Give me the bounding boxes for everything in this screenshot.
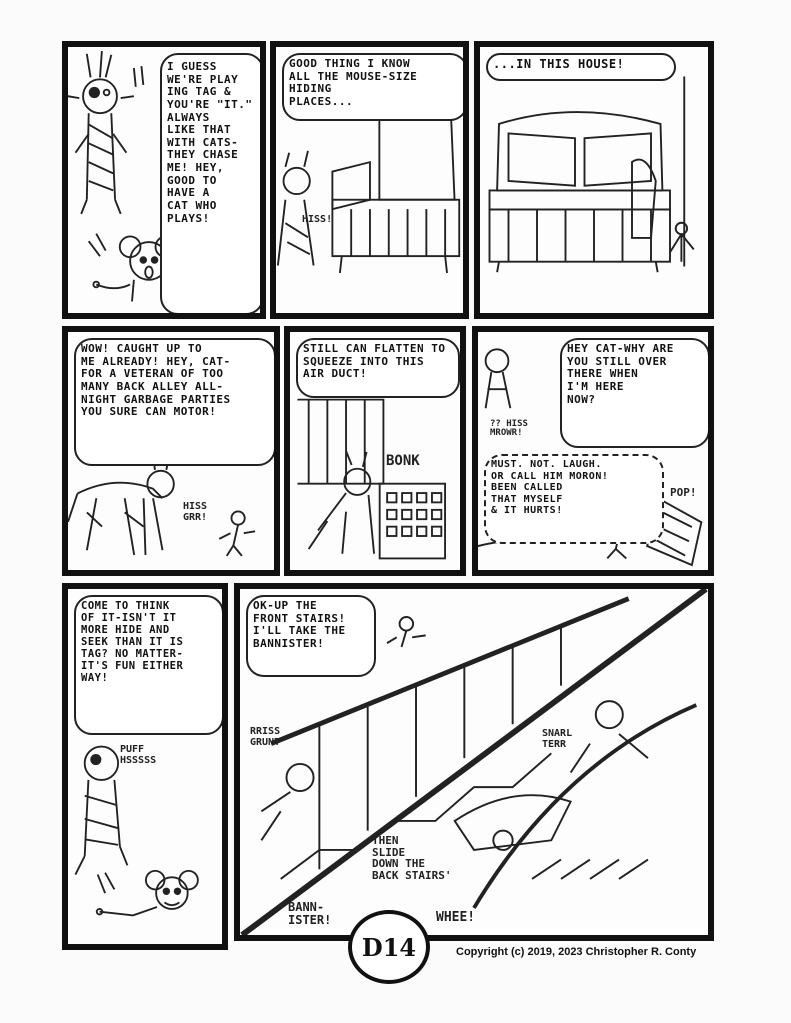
panel-7	[62, 583, 228, 950]
panel-1	[62, 41, 266, 319]
sfx-hiss: HISS!	[302, 214, 333, 225]
sfx-snarl: SNARL TERR	[542, 728, 573, 750]
panel-6	[472, 326, 714, 576]
panel-2	[270, 41, 469, 319]
sfx-puff-hssss: PUFF HSSSSS	[120, 744, 157, 766]
speech-bubble-in-this-house: ...IN THIS HOUSE!	[486, 53, 676, 81]
caption-slide-down: THEN SLIDE DOWN THE BACK STAIRS'	[372, 834, 452, 882]
panel-4	[62, 326, 280, 576]
sfx-hiss-mrowr: ?? HISS MROWR!	[490, 419, 528, 439]
speech-bubble-hide-and-seek: COME TO THINK OF IT-ISN'T IT MORE HIDE AND SEEK THAN IT IS TAG? NO MATTER- IT'S FUN EITHER WAY!	[74, 595, 224, 735]
sfx-bonk: BONK	[386, 453, 420, 469]
sfx-bannister: BANN- ISTER!	[288, 900, 332, 927]
sfx-whee: WHEE!	[436, 910, 476, 925]
sfx-pop: POP!	[670, 486, 697, 499]
speech-bubble-hiding: GOOD THING I KNOW ALL THE MOUSE-SIZE HIDING PLACES...	[282, 53, 468, 121]
mouse-speech-bubble: I GUESS WE'RE PLAY ING TAG & YOU'RE "IT." ALWAYS LIKE THAT WITH CATS- THEY CHASE ME! HEY, GOOD TO HAVE A CAT WHO PLAYS!	[160, 53, 264, 315]
panel-8	[234, 583, 714, 941]
panel-3	[474, 41, 714, 319]
sfx-hiss-grr: HISS GRR!	[183, 501, 208, 523]
panel-5	[284, 326, 466, 576]
sfx-rriss-grunt: RRISS GRUNT	[250, 726, 281, 748]
speech-bubble-up-the-stairs: OK-UP THE FRONT STAIRS! I'LL TAKE THE BANNISTER!	[246, 595, 376, 677]
speech-bubble-wow: WOW! CAUGHT UP TO ME ALREADY! HEY, CAT- FOR A VETERAN OF TOO MANY BACK ALLEY ALL- NIGHT GARBAGE PARTIES YOU SURE CAN MOTOR!	[74, 338, 276, 466]
page-number-badge: D14	[348, 910, 430, 984]
speech-bubble-air-duct: STILL CAN FLATTEN TO SQUEEZE INTO THIS AIR DUCT!	[296, 338, 460, 398]
couch-room-drawing	[480, 47, 708, 313]
speech-bubble-hey-cat: HEY CAT-WHY ARE YOU STILL OVER THERE WHEN I'M HERE NOW?	[560, 338, 710, 448]
copyright-notice: Copyright (c) 2019, 2023 Christopher R. Conty	[456, 946, 697, 958]
thought-bubble-must-not-laugh: MUST. NOT. LAUGH. OR CALL HIM MORON! BEEN CALLED THAT MYSELF & IT HURTS!	[484, 454, 664, 544]
